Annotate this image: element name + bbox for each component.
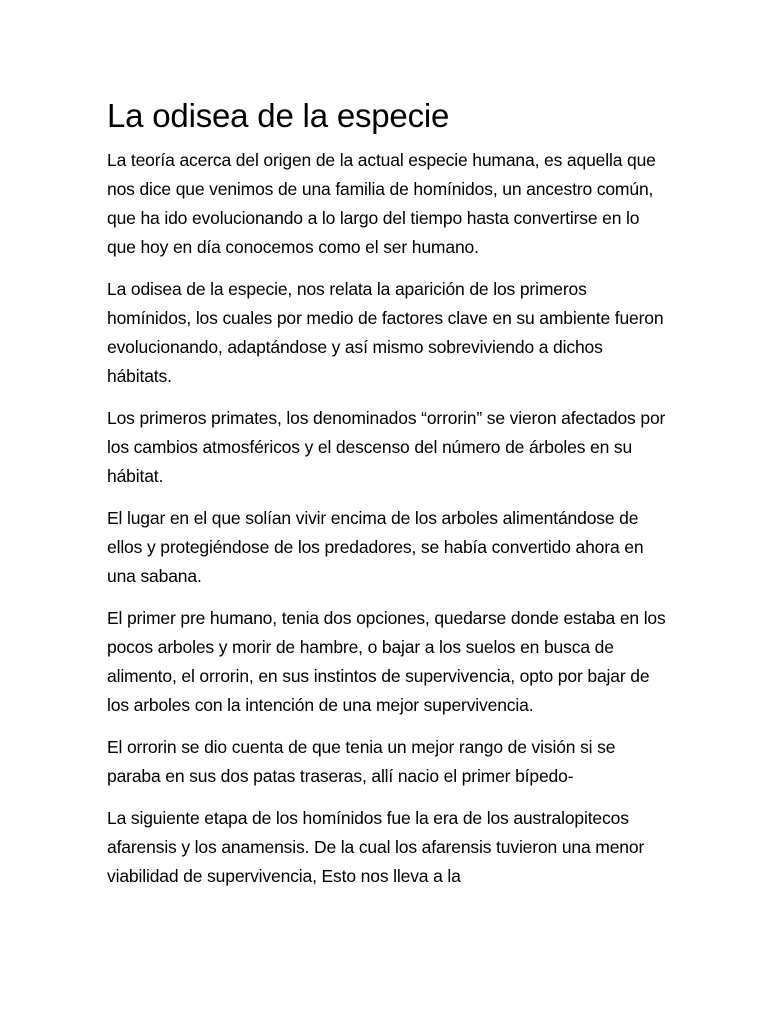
- paragraph-4: El lugar en el que solían vivir encima de los arboles alimentándose de ellos y protegiéndose de los predadores, se había convertido ahora en una sabana.: [107, 508, 644, 586]
- paragraph-6: El orrorin se dio cuenta de que tenia un mejor rango de visión si se paraba en sus dos patas traseras, allí nacio el primer bípedo-: [107, 737, 616, 786]
- document-title: La odisea de la especie: [107, 97, 450, 134]
- paragraph-2: La odisea de la especie, nos relata la aparición de los primeros homínidos, los cuales por medio de factores clave en su ambiente fueron evolucionando, adaptándose y así mismo sobreviviendo a dichos hábitats.: [107, 279, 664, 386]
- paragraph-5: El primer pre humano, tenia dos opciones, quedarse donde estaba en los pocos arboles y morir de hambre, o bajar a los suelos en busca de alimento, el orrorin, en sus instintos de supervivencia, opto por bajar de los arboles con la intención de una mejor supervivencia.: [107, 608, 666, 715]
- document-body: [107, 94, 667, 904]
- paragraph-7: La siguiente etapa de los homínidos fue la era de los australopitecos afarensis y los anamensis. De la cual los afarensis tuvieron una menor viabilidad de supervivencia, Esto nos lleva a la: [107, 808, 645, 886]
- paragraph-1: La teoría acerca del origen de la actual especie humana, es aquella que nos dice que venimos de una familia de homínidos, un ancestro común, que ha ido evolucionando a lo largo del tiempo hasta convertirse en lo que hoy en día conocemos como el ser humano.: [107, 150, 656, 257]
- paragraph-3: Los primeros primates, los denominados “orrorin” se vieron afectados por los cambios atmosféricos y el descenso del número de árboles en su hábitat.: [107, 408, 666, 486]
